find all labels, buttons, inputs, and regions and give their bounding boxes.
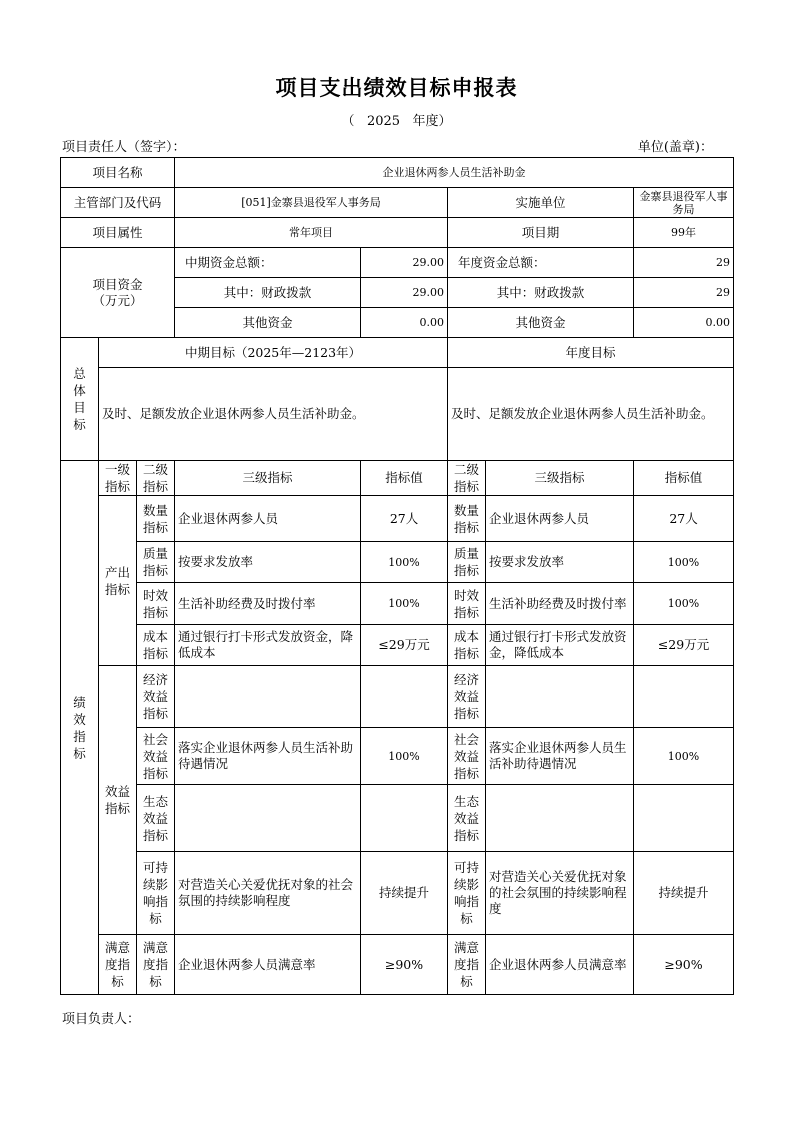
project-name-row <box>61 158 734 188</box>
col-level3-annual: 三级指标 <box>486 461 634 496</box>
mid-other-label: 其他资金 <box>175 308 361 338</box>
dept-value: [051]金寨县退役军人事务局 <box>175 188 448 218</box>
indicator-value <box>634 785 734 852</box>
annual-goal-header: 年度目标 <box>448 338 734 368</box>
indicator-value: 100% <box>634 728 734 785</box>
level3-text: 生活补助经费及时拨付率 <box>486 583 634 625</box>
indicator-value: ≤29万元 <box>634 625 734 666</box>
indicator-value: 100% <box>361 542 448 583</box>
indicator-header-row <box>61 461 734 496</box>
goals-text-row <box>61 368 734 461</box>
level3-text: 对营造关心关爱优抚对象的社会氛围的持续影响程度 <box>486 852 634 935</box>
dept-label: 主管部门及代码 <box>61 188 175 218</box>
indicator-row <box>61 935 734 995</box>
indicator-row <box>61 625 734 666</box>
funds-total-row <box>61 248 734 278</box>
annual-fiscal-label: 其中：财政拨款 <box>448 278 634 308</box>
unit-label: 单位(盖章)： <box>637 140 713 155</box>
level3-text <box>486 785 634 852</box>
indicator-value: ≥90% <box>634 935 734 995</box>
satisfaction-label: 满意 度指 标 <box>99 935 137 995</box>
goals-section-label: 总 体 目 标 <box>61 338 99 461</box>
output-label: 产出 指标 <box>99 496 137 666</box>
indicator-value: ≤29万元 <box>361 625 448 666</box>
level2-label: 可持 续影 响指 标 <box>448 852 486 935</box>
annual-goal-text: 及时、足额发放企业退休两参人员生活补助金。 <box>448 368 734 461</box>
indicator-row <box>61 583 734 625</box>
attr-value: 常年项目 <box>175 218 448 248</box>
indicator-value: 100% <box>361 728 448 785</box>
level2-label: 满意 度指 标 <box>137 935 175 995</box>
attr-label: 项目属性 <box>61 218 175 248</box>
indicator-row <box>61 728 734 785</box>
year-line <box>0 110 793 129</box>
level2-label: 质量 指标 <box>137 542 175 583</box>
level2-label: 满意 度指 标 <box>448 935 486 995</box>
indicator-row <box>61 542 734 583</box>
level3-text: 按要求发放率 <box>175 542 361 583</box>
level3-text: 按要求发放率 <box>486 542 634 583</box>
level2-label: 时效 指标 <box>448 583 486 625</box>
indicator-row <box>61 852 734 935</box>
level2-label: 经济 效益 指标 <box>137 666 175 728</box>
level2-label: 成本 指标 <box>137 625 175 666</box>
goals-header-row <box>61 338 734 368</box>
mid-fiscal-label: 其中：财政拨款 <box>175 278 361 308</box>
indicator-value <box>361 666 448 728</box>
attr-row <box>61 218 734 248</box>
year-value: 2025 <box>366 114 401 129</box>
annual-fiscal-value: 29 <box>634 278 734 308</box>
level2-label: 时效 指标 <box>137 583 175 625</box>
level3-text: 企业退休两参人员 <box>175 496 361 542</box>
col-level3: 三级指标 <box>175 461 361 496</box>
performance-table <box>60 157 734 995</box>
col-value: 指标值 <box>361 461 448 496</box>
level3-text: 对营造关心关爱优抚对象的社会氛围的持续影响程度 <box>175 852 361 935</box>
level3-text: 企业退休两参人员 <box>486 496 634 542</box>
level3-text <box>175 785 361 852</box>
year-suffix: 年度） <box>412 114 452 129</box>
mid-other-value: 0.00 <box>361 308 448 338</box>
indicator-value <box>361 785 448 852</box>
level2-label: 数量 指标 <box>137 496 175 542</box>
level2-label: 可持 续影 响指 标 <box>137 852 175 935</box>
indicator-row <box>61 496 734 542</box>
indicator-row <box>61 666 734 728</box>
level3-text <box>486 666 634 728</box>
indicator-value <box>634 666 734 728</box>
level2-label: 经济 效益 指标 <box>448 666 486 728</box>
indicator-value: 100% <box>361 583 448 625</box>
mid-total-value: 29.00 <box>361 248 448 278</box>
responsible-label: 项目责任人（签字）： <box>62 140 186 155</box>
mid-goal-header: 中期目标（2025年—2123年） <box>99 338 448 368</box>
level3-text <box>175 666 361 728</box>
impl-value: 金寨县退役军人事务局 <box>634 188 734 218</box>
level3-text: 生活补助经费及时拨付率 <box>175 583 361 625</box>
level3-text: 落实企业退休两参人员生活补助待遇情况 <box>175 728 361 785</box>
funds-label: 项目资金 （万元） <box>61 248 175 338</box>
page-title: 项目支出绩效目标申报表 <box>275 76 518 100</box>
annual-total-label: 年度资金总额： <box>448 248 634 278</box>
period-value: 99年 <box>634 218 734 248</box>
annual-other-value: 0.00 <box>634 308 734 338</box>
indicator-row <box>61 785 734 852</box>
col-level2: 二级 指标 <box>137 461 175 496</box>
benefit-label: 效益 指标 <box>99 666 137 935</box>
indicator-value: 27人 <box>634 496 734 542</box>
indicator-value: 100% <box>634 583 734 625</box>
project-name-value: 企业退休两参人员生活补助金 <box>175 158 734 188</box>
level2-label: 社会 效益 指标 <box>448 728 486 785</box>
indicator-value: 100% <box>634 542 734 583</box>
indicator-value: 持续提升 <box>634 852 734 935</box>
indicator-value: 27人 <box>361 496 448 542</box>
level2-label: 成本 指标 <box>448 625 486 666</box>
level3-text: 企业退休两参人员满意率 <box>175 935 361 995</box>
impl-label: 实施单位 <box>448 188 634 218</box>
annual-other-label: 其他资金 <box>448 308 634 338</box>
mid-goal-text: 及时、足额发放企业退休两参人员生活补助金。 <box>99 368 448 461</box>
level2-label: 生态 效益 指标 <box>137 785 175 852</box>
col-level1: 一级 指标 <box>99 461 137 496</box>
level2-label: 社会 效益 指标 <box>137 728 175 785</box>
level3-text: 企业退休两参人员满意率 <box>486 935 634 995</box>
level2-label: 数量 指标 <box>448 496 486 542</box>
col-value-annual: 指标值 <box>634 461 734 496</box>
indicator-value: 持续提升 <box>361 852 448 935</box>
dept-row <box>61 188 734 218</box>
level3-text: 落实企业退休两参人员生活补助待遇情况 <box>486 728 634 785</box>
project-leader-label: 项目负责人： <box>62 1012 141 1027</box>
level3-text: 通过银行打卡形式发放资金，降低成本 <box>175 625 361 666</box>
period-label: 项目期 <box>448 218 634 248</box>
level3-text: 通过银行打卡形式发放资金，降低成本 <box>486 625 634 666</box>
mid-fiscal-value: 29.00 <box>361 278 448 308</box>
annual-total-value: 29 <box>634 248 734 278</box>
level2-label: 生态 效益 指标 <box>448 785 486 852</box>
mid-total-label: 中期资金总额： <box>175 248 361 278</box>
indicator-value: ≥90% <box>361 935 448 995</box>
indicators-section-label: 绩 效 指 标 <box>61 461 99 995</box>
project-name-label: 项目名称 <box>61 158 175 188</box>
col-level2-annual: 二级 指标 <box>448 461 486 496</box>
level2-label: 质量 指标 <box>448 542 486 583</box>
year-open: （ <box>341 114 355 129</box>
